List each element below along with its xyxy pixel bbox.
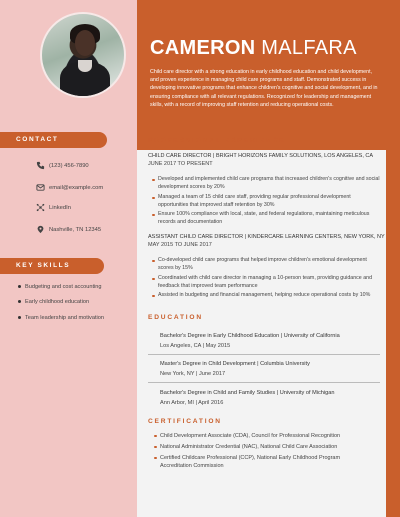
job-dates: MAY 2015 TO JUNE 2017	[148, 242, 212, 248]
education-degree: Bachelor's Degree in Early Childhood Education | University of California	[160, 333, 340, 339]
email-icon	[36, 183, 45, 192]
job-bullet: Assisted in budgeting and financial management, helping reduce operational costs by 10%	[158, 292, 380, 300]
certification-heading: CERTIFICATION	[148, 418, 222, 425]
certification-item: Child Development Associate (CDA), Council for Professional Recognition	[160, 432, 380, 440]
job-title: ASSISTANT CHILD CARE DIRECTOR | KINDERCARE LEARNING CENTERS, NEW YORK, NY	[148, 234, 385, 240]
experience-heading: PROFESSIONAL EXPERIENCE	[148, 137, 286, 144]
divider	[148, 354, 380, 355]
education-location: Ann Arbor, MI | April 2016	[160, 400, 224, 406]
email-contact	[36, 183, 103, 192]
location-text: Nashville, TN 12345	[49, 226, 102, 233]
linkedin-contact	[36, 203, 71, 212]
accent-strip	[386, 0, 400, 517]
job-title: CHILD CARE DIRECTOR | BRIGHT HORIZONS FAMILY SOLUTIONS, LOS ANGELES, CA	[148, 153, 374, 159]
job-bullet: Co-developed child care programs that helped improve children's emotional development scores by 15%	[158, 257, 380, 272]
linkedin-link[interactable]: LinkedIn	[49, 204, 71, 211]
education-degree: Bachelor's Degree in Child and Family Studies | University of Michigan	[160, 390, 335, 396]
skill-item: Budgeting and cost accounting	[25, 283, 125, 291]
education-degree: Master's Degree in Child Development | Columbia University	[160, 361, 310, 367]
job-bullet: Ensure 100% compliance with local, state, and federal regulations, maintaining meticulous records and documentation	[158, 211, 380, 226]
skills-heading: KEY SKILLS	[0, 258, 104, 274]
summary: Child care director with a strong education in early childhood education and child development, and proven experience in managing child care programs and staff. Demonstrated success in developing innovative programs that enhance children's cognitive and social development, and in ensuring compliance with all relevant regulations. Recognized for leadership and management skills, with a record of improving staff retention and reducing operational costs.	[150, 69, 378, 108]
certification-item: Certified Childcare Professional (CCP), National Early Childhood Program Accreditation Commission	[160, 454, 360, 470]
last-name: MALFARA	[261, 37, 357, 59]
profile-photo	[40, 12, 126, 98]
contact-heading: CONTACT	[0, 132, 107, 148]
job-bullet: Developed and implemented child care programs that increased children's cognitive and social development scores by 20%	[158, 176, 380, 190]
network-icon	[36, 203, 45, 212]
education-heading: EDUCATION	[148, 314, 203, 321]
education-location: New York, NY | June 2017	[160, 371, 226, 377]
first-name: CAMERON	[150, 37, 256, 59]
job-bullet: Coordinated with child care director in managing a 10-person team, providing guidance and feedback that improved team performance	[158, 275, 380, 290]
phone-number[interactable]: (123) 456-7890	[49, 162, 89, 169]
skill-item: Early childhood education	[25, 298, 125, 306]
phone-icon	[36, 161, 45, 170]
certification-item: National Administrator Credential (NAC), National Child Care Association	[160, 443, 380, 451]
location-icon	[36, 225, 45, 234]
job-bullet: Managed a team of 15 child care staff, providing regular professional development opportunities that improved staff retention by 30%	[158, 194, 380, 209]
job-dates: JUNE 2017 TO PRESENT	[148, 161, 213, 167]
email-address[interactable]: email@example.com	[49, 184, 104, 191]
phone-contact	[36, 161, 89, 170]
education-location: Los Angeles, CA | May 2015	[160, 343, 231, 349]
skill-item: Team leadership and motivation	[25, 315, 104, 321]
location-contact	[36, 225, 101, 234]
candidate-name	[150, 37, 380, 60]
divider	[148, 382, 380, 383]
